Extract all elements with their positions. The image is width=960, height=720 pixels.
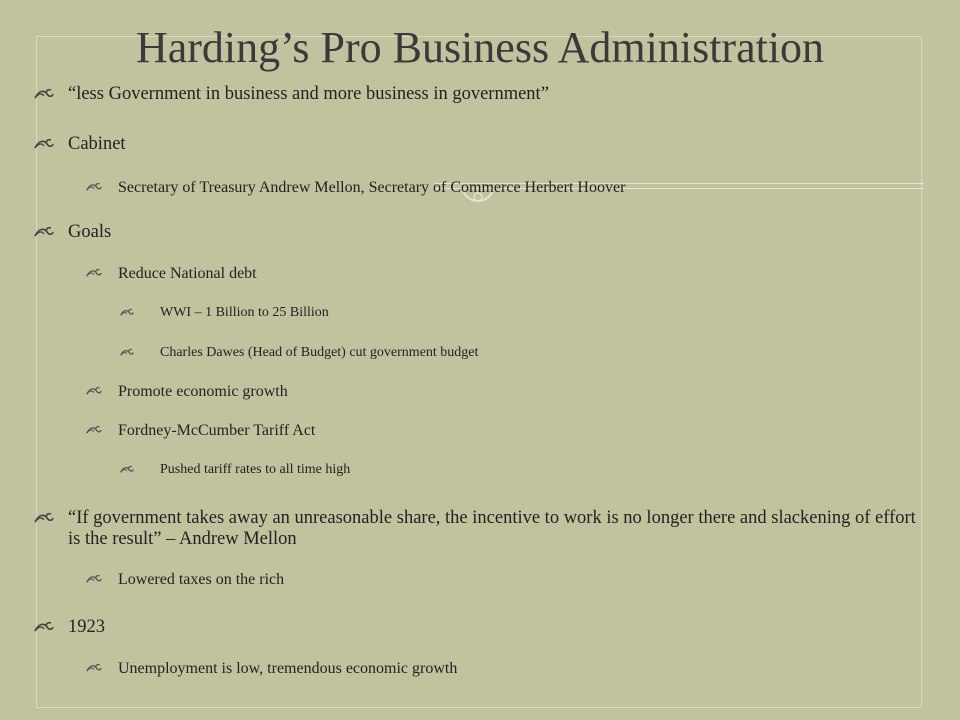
bullet-text: Promote economic growth — [118, 383, 288, 400]
bullet-item — [34, 508, 918, 550]
bullet-item — [120, 344, 478, 361]
bullet-item — [120, 461, 350, 478]
bullet-text: 1923 — [68, 617, 105, 637]
leaf-scroll-icon — [120, 308, 134, 317]
bullet-text: Lowered taxes on the rich — [118, 571, 285, 588]
leaf-scroll-icon — [86, 425, 102, 435]
leaf-scroll-icon — [34, 621, 54, 633]
bullet-text: Cabinet — [68, 134, 126, 154]
leaf-scroll-icon — [120, 348, 134, 357]
bullet-item — [34, 84, 918, 105]
leaf-scroll-icon — [34, 512, 54, 524]
bullet-item — [86, 570, 284, 589]
bullet-item — [120, 304, 329, 321]
bullet-text: Fordney-McCumber Tariff Act — [118, 422, 316, 439]
bullet-item — [34, 134, 918, 155]
bullet-text: Unemployment is low, tremendous economic growth — [118, 660, 458, 677]
leaf-scroll-icon — [86, 663, 102, 673]
bullet-text: Goals — [68, 222, 112, 242]
leaf-scroll-icon — [34, 226, 54, 238]
leaf-scroll-icon — [34, 88, 54, 100]
leaf-scroll-icon — [86, 386, 102, 396]
leaf-scroll-icon — [86, 182, 102, 192]
bullet-text: Charles Dawes (Head of Budget) cut government budget — [160, 345, 479, 360]
slide-title: Harding’s Pro Business Administration — [135, 23, 825, 72]
bullet-item — [34, 617, 918, 638]
leaf-scroll-icon — [86, 574, 102, 584]
bullet-item — [86, 421, 315, 440]
bullet-item — [86, 178, 625, 197]
bullet-text: Pushed tariff rates to all time high — [160, 462, 351, 477]
bullet-text: “less Government in business and more business in government” — [68, 84, 549, 104]
bullet-item — [86, 382, 288, 401]
bullet-item — [86, 659, 457, 678]
bullet-text: Secretary of Treasury Andrew Mellon, Secretary of Commerce Herbert Hoover — [118, 179, 626, 196]
bullet-text: Reduce National debt — [118, 265, 257, 282]
bullet-text: “If government takes away an unreasonable share, the incentive to work is no longer there and slackening of effort is the result” – Andrew Mellon — [68, 508, 916, 549]
leaf-scroll-icon — [34, 138, 54, 150]
leaf-scroll-icon — [120, 465, 134, 474]
leaf-scroll-icon — [86, 268, 102, 278]
bullet-item — [86, 264, 257, 283]
bullet-text: WWI – 1 Billion to 25 Billion — [160, 305, 329, 320]
bullet-item — [34, 222, 918, 243]
